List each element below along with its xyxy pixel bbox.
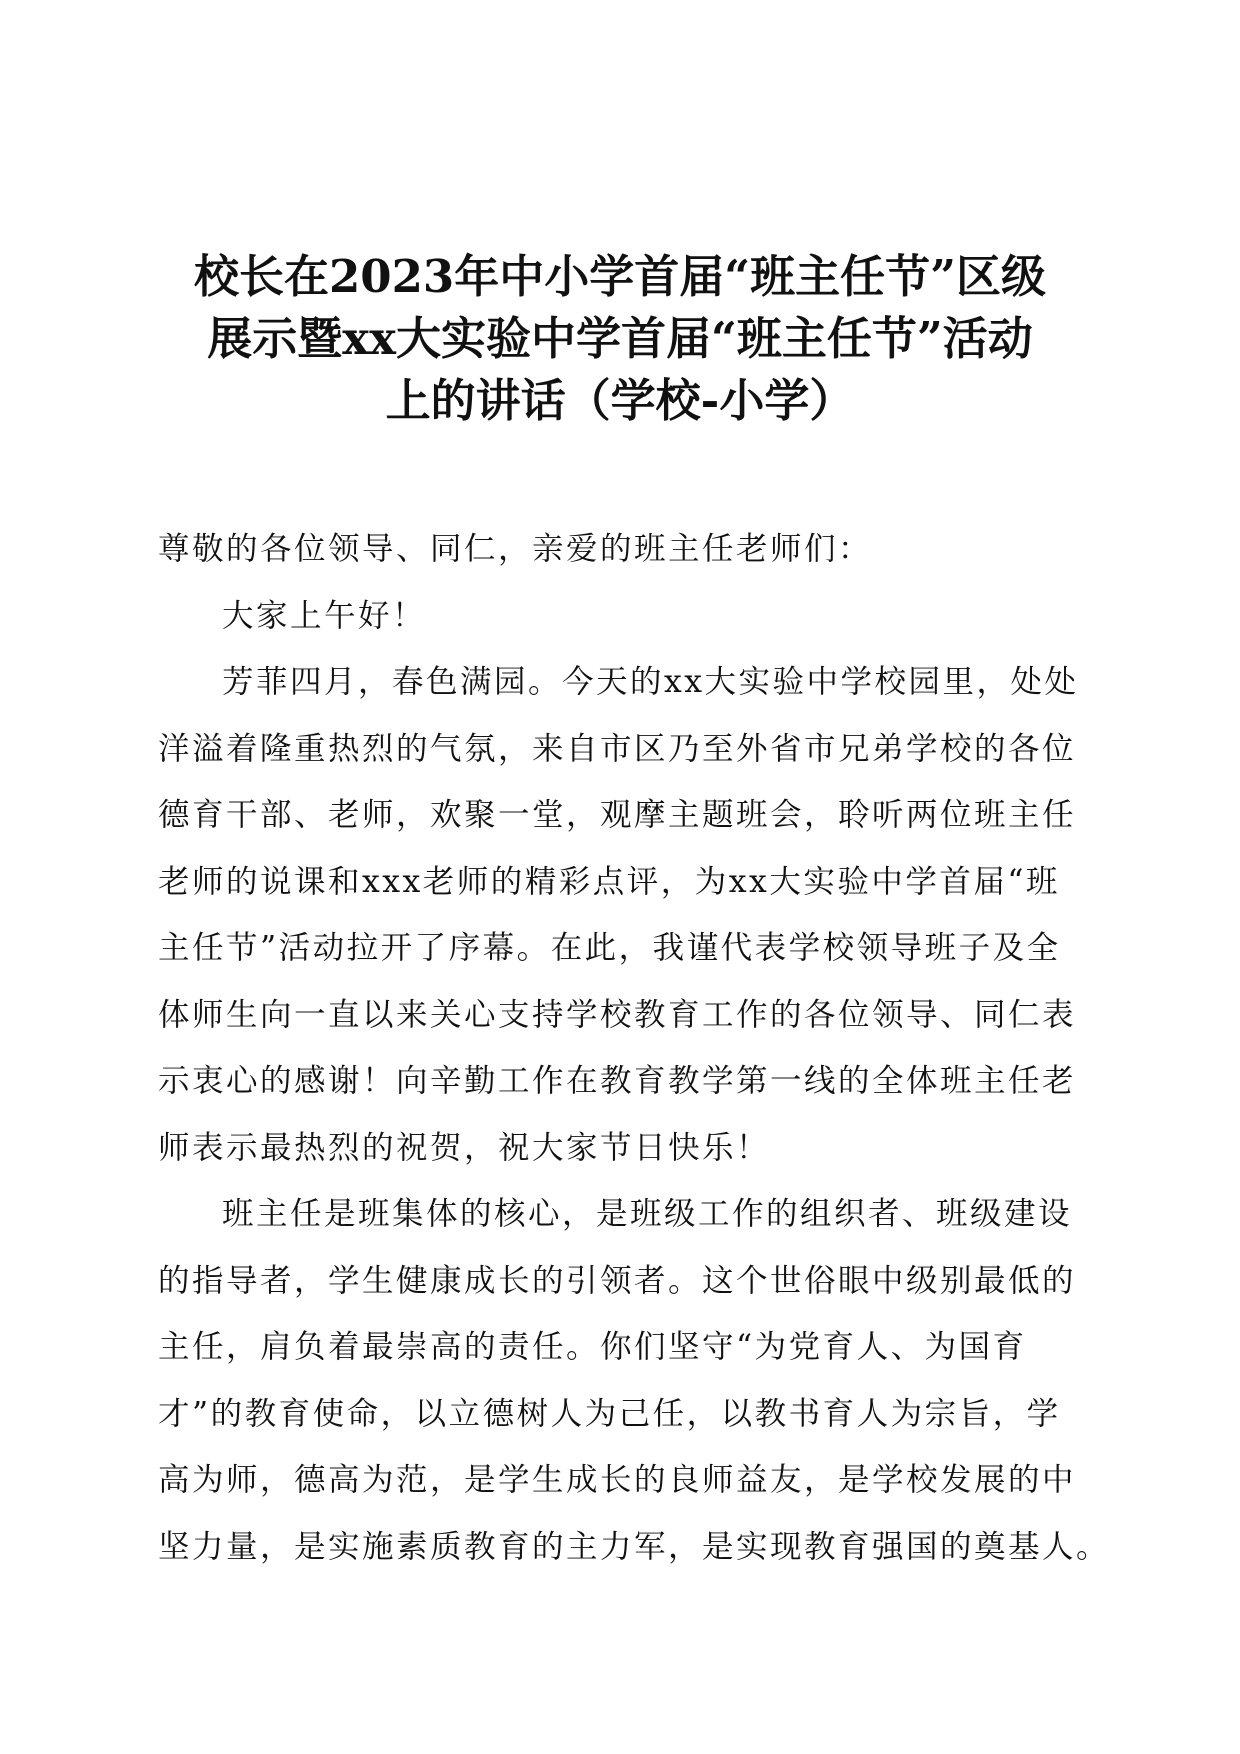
title-line: 上的讲话（学校-小学）: [385, 374, 855, 427]
paragraph-2-line: 主任，肩负着最崇高的责任。你们坚守“为党育人、为国育: [158, 1329, 1027, 1365]
paragraph-1-line: 德育干部、老师，欢聚一堂，观摩主题班会，聆听两位班主任: [158, 797, 1077, 833]
salutation: 尊敬的各位领导、同仁，亲爱的班主任老师们：: [158, 531, 873, 567]
paragraph-2-line: 坚力量，是实施素质教育的主力军，是实现教育强国的奠基人。: [158, 1528, 1111, 1565]
speech-body: [158, 516, 1111, 1580]
paragraph-1-line: 体师生向一直以来关心支持学校教育工作的各位领导、同仁表: [158, 996, 1077, 1033]
title-line: 校长在2023年中小学首届“班主任节”区级: [193, 250, 1046, 303]
paragraph-1-line: 老师的说课和xxx老师的精彩点评，为xx大实验中学首届“班: [158, 863, 1060, 900]
paragraph-2-line: 的指导者，学生健康成长的引领者。这个世俗眼中级别最低的: [158, 1262, 1077, 1299]
title-line: 展示暨xx大实验中学首届“班主任节”活动: [207, 312, 1033, 365]
paragraph-1-line: 示衷心的感谢！向辛勤工作在教育教学第一线的全体班主任老: [158, 1063, 1077, 1099]
paragraph-1-line: 主任节”活动拉开了序幕。在此，我谨代表学校领导班子及全: [158, 930, 1061, 966]
paragraph-2-line: 才”的教育使命，以立德树人为己任，以教书育人为宗旨，学: [158, 1395, 1061, 1432]
paragraph-2-line: 高为师，德高为范，是学生成长的良师益友，是学校发展的中: [158, 1462, 1077, 1498]
paragraph-1-line: 师表示最热烈的祝贺，祝大家节日快乐！: [158, 1129, 771, 1166]
paragraph-2-line: 班主任是班集体的核心，是班级工作的组织者、班级建设: [222, 1196, 1073, 1232]
paragraph-1-line: 芳菲四月，春色满园。今天的xx大实验中学校园里，处处: [222, 664, 1079, 700]
greeting-line: 大家上午好！: [222, 597, 427, 634]
document-title: [130, 246, 1110, 432]
paragraph-1-line: 洋溢着隆重热烈的气氛，来自市区乃至外省市兄弟学校的各位: [158, 730, 1077, 767]
